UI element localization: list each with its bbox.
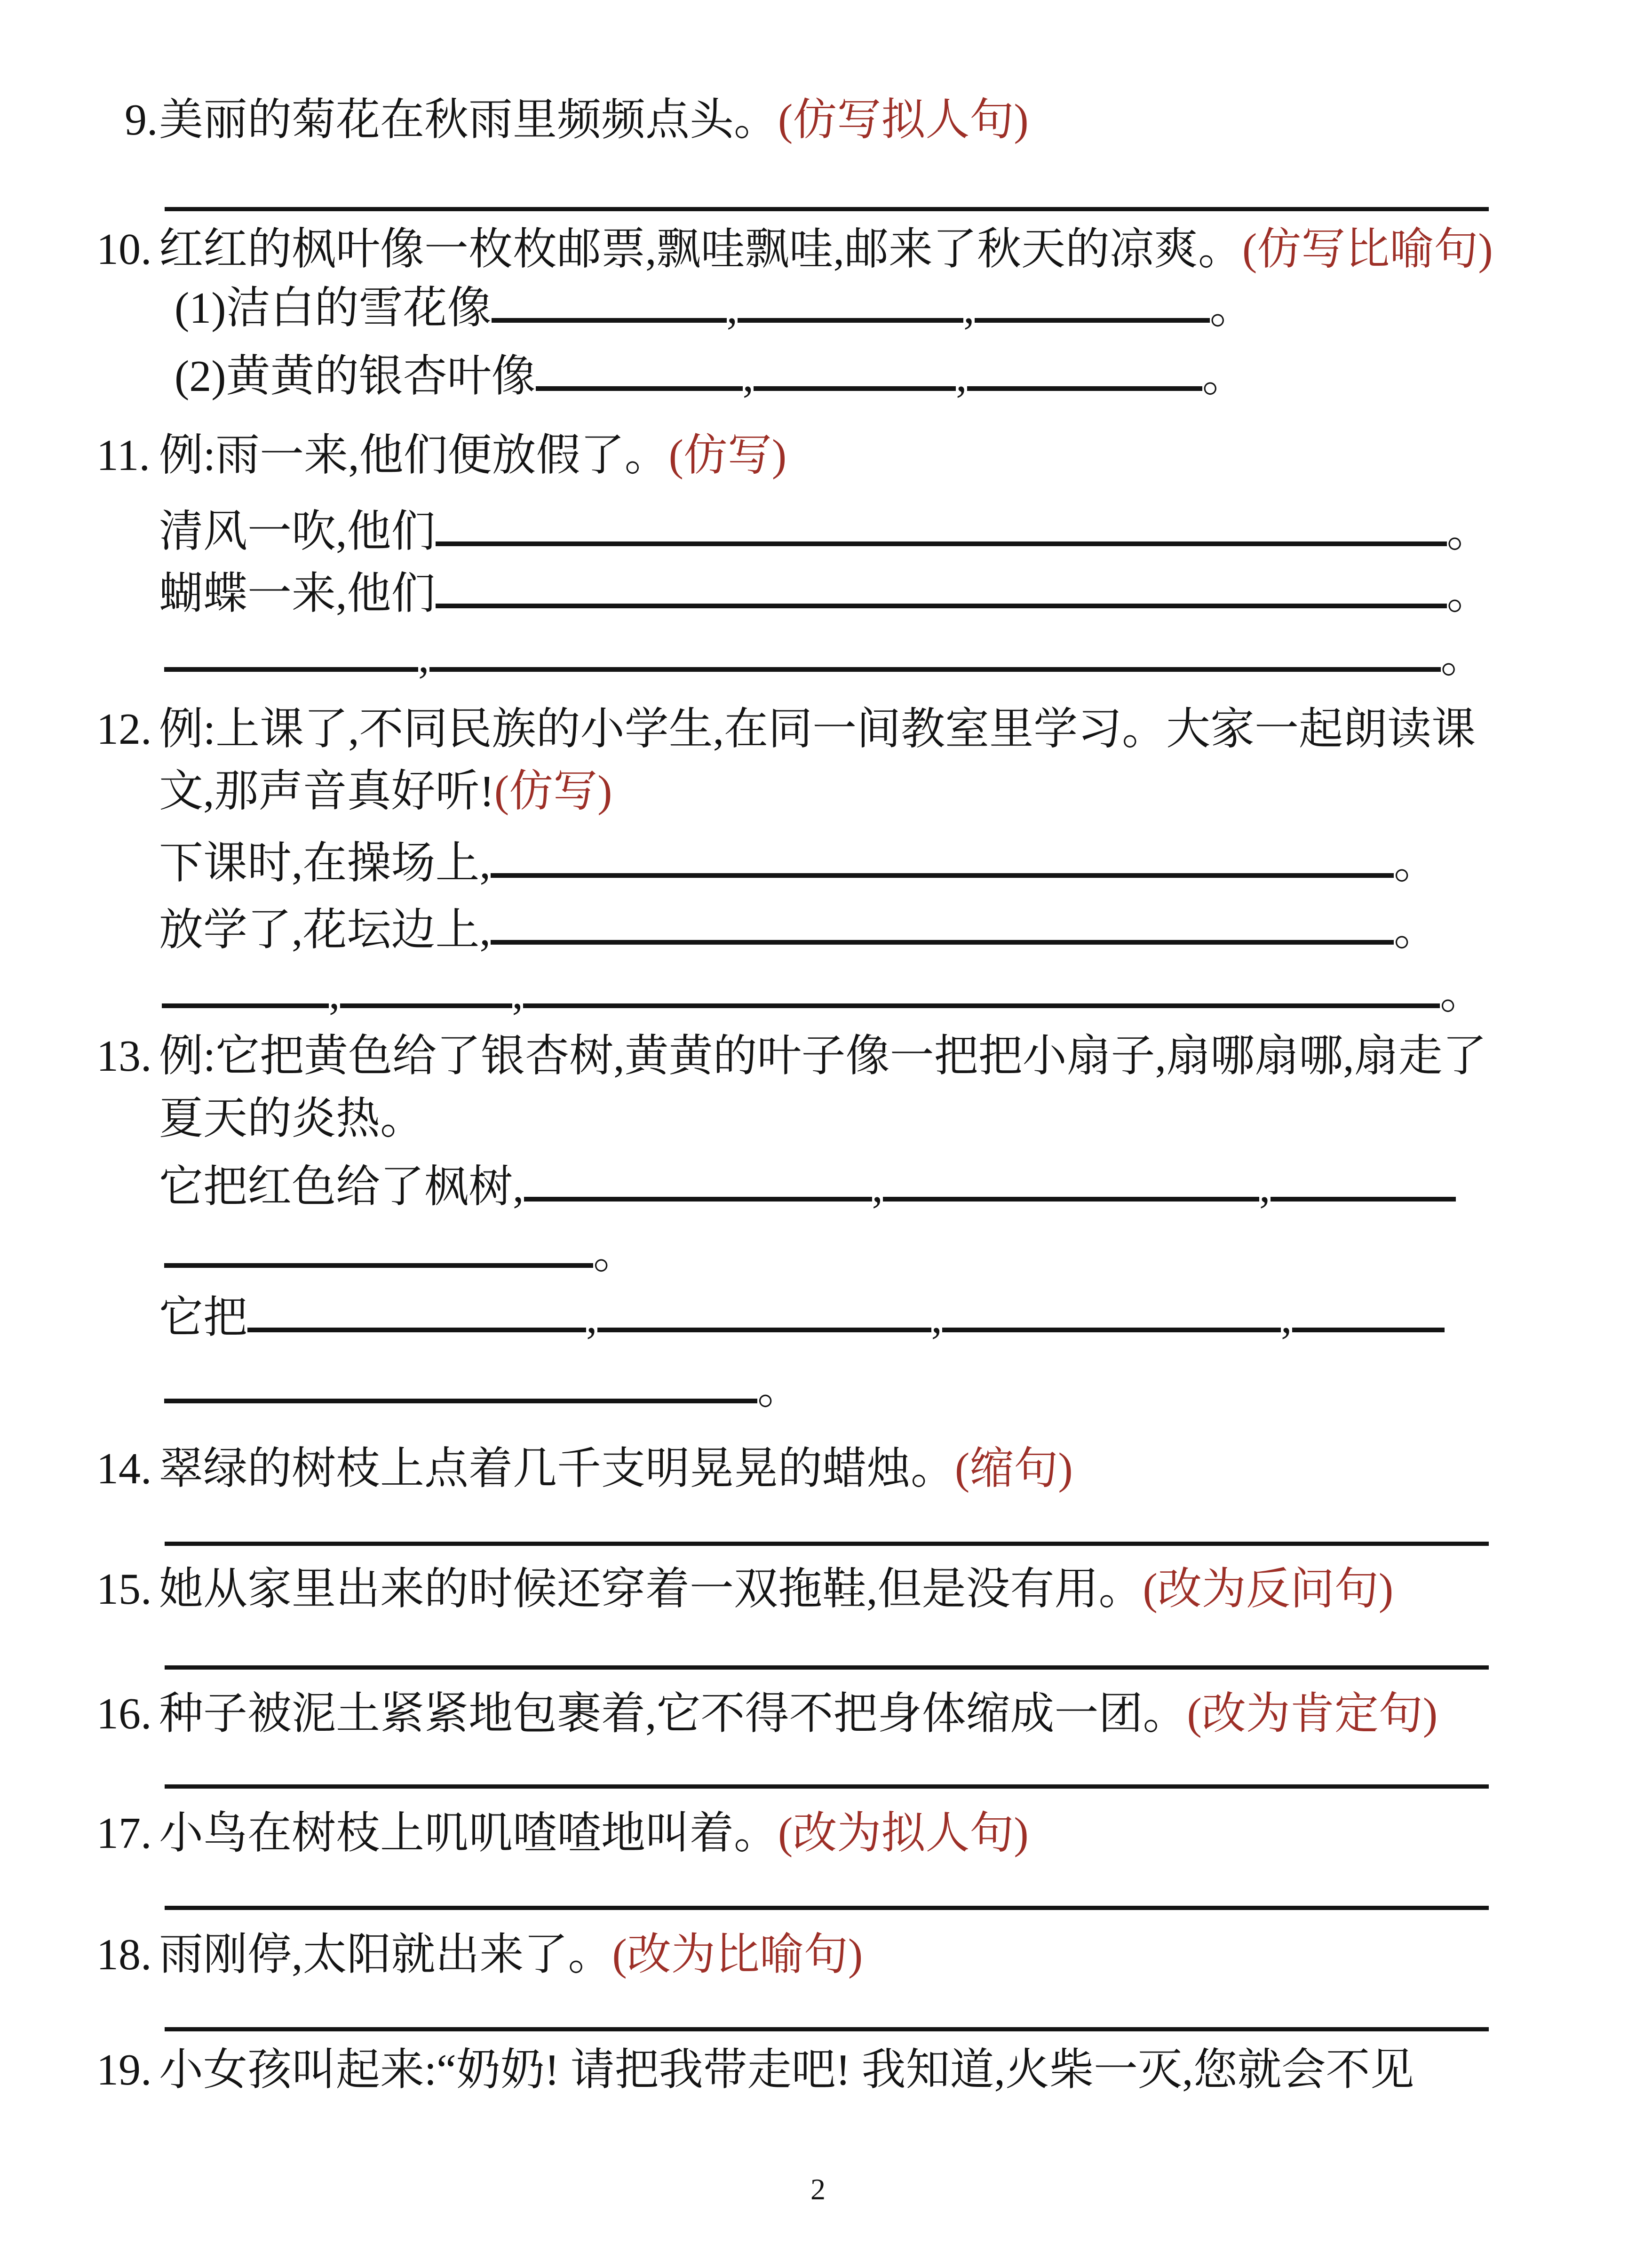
question-18: [96, 1924, 863, 1985]
comma: ,: [742, 352, 754, 401]
question-9: [125, 89, 1029, 151]
question-12: [96, 699, 1476, 760]
comma: ,: [956, 352, 967, 401]
question-10: [96, 219, 1493, 280]
question-18-number: 18.: [96, 1930, 152, 1979]
question-16-number: 16.: [96, 1689, 152, 1738]
answer-blank: [492, 318, 727, 323]
period: 。: [1394, 906, 1438, 955]
answer-blank: [942, 1328, 1281, 1332]
answer-blank: [754, 386, 956, 391]
question-15-note: (改为反问句): [1143, 1565, 1394, 1614]
comma: ,: [512, 969, 523, 1018]
question-11-line1-text: 清风一吹,他们: [159, 507, 436, 556]
comma: ,: [726, 284, 738, 333]
question-12-text2: 文,那声音真好听!: [159, 767, 494, 816]
question-10-sub1-text: (1)洁白的雪花像: [175, 284, 492, 333]
question-12-line2: [159, 761, 612, 822]
comma: ,: [931, 1293, 943, 1342]
question-10-note: (仿写比喻句): [1242, 225, 1493, 274]
answer-blank: [162, 1003, 329, 1008]
period: 。: [1202, 352, 1247, 401]
answer-blank: [1292, 1328, 1445, 1332]
question-11-line1: [159, 501, 1491, 562]
question-14-number: 14.: [96, 1444, 152, 1493]
answer-blank: [883, 1197, 1259, 1202]
period: 。: [1394, 839, 1438, 888]
question-16-text: 种子被泥土紧紧地包裹着,它不得不把身体缩成一团。: [159, 1689, 1187, 1738]
answer-blank: [429, 667, 1441, 672]
question-14-note: (缩句): [955, 1444, 1073, 1493]
question-12-line3: [159, 833, 1438, 894]
answer-line: [165, 2027, 1489, 2031]
comma: ,: [1259, 1162, 1271, 1211]
question-14-text: 翠绿的树枝上点着几千支明晃晃的蜡烛。: [159, 1444, 955, 1493]
answer-blank: [1271, 1197, 1456, 1202]
answer-line: [165, 1906, 1489, 1910]
answer-blank: [597, 1328, 931, 1332]
answer-blank: [523, 1003, 1440, 1008]
question-11-text: 例:雨一来,他们便放假了。: [159, 431, 669, 480]
question-11-note: (仿写): [668, 431, 787, 480]
answer-line: [165, 1665, 1489, 1670]
answer-blank: [536, 386, 743, 391]
question-13-line6: [164, 1358, 802, 1419]
question-12-number: 12.: [96, 705, 152, 754]
comma: ,: [1281, 1293, 1292, 1342]
question-13-line5: [159, 1287, 1445, 1348]
answer-blank: [340, 1003, 512, 1008]
question-15: [96, 1559, 1393, 1620]
period: 。: [1446, 507, 1491, 556]
period: 。: [757, 1364, 802, 1413]
question-16: [96, 1683, 1437, 1744]
question-11-number: 11.: [96, 431, 151, 480]
answer-blank: [491, 940, 1394, 945]
question-13-number: 13.: [96, 1032, 152, 1081]
question-10-sub1: [175, 278, 1254, 339]
comma: ,: [418, 633, 429, 682]
period: 。: [1209, 284, 1254, 333]
question-15-text: 她从家里出来的时候还穿着一双拖鞋,但是没有用。: [159, 1565, 1143, 1614]
question-11-line2-text: 蝴蝶一来,他们: [159, 569, 436, 618]
question-13: [96, 1026, 1487, 1087]
answer-blank: [436, 541, 1447, 546]
answer-blank: [164, 1263, 593, 1268]
answer-blank: [436, 604, 1447, 608]
question-14: [96, 1438, 1073, 1499]
answer-blank: [491, 873, 1394, 878]
question-18-text: 雨刚停,太阳就出来了。: [159, 1930, 612, 1979]
question-12-text: 例:上课了,不同民族的小学生,在同一间教室里学习。大家一起朗读课: [159, 705, 1476, 754]
question-13-line2: [159, 1088, 424, 1149]
answer-line: [165, 207, 1489, 211]
question-16-note: (改为肯定句): [1187, 1689, 1438, 1738]
answer-blank: [247, 1328, 586, 1332]
comma: ,: [963, 284, 975, 333]
question-13-text: 例:它把黄色给了银杏树,黄黄的叶子像一把把小扇子,扇哪扇哪,扇走了: [159, 1032, 1487, 1081]
answer-blank: [967, 386, 1202, 391]
answer-line: [165, 1784, 1489, 1789]
question-10-number: 10.: [96, 225, 152, 274]
question-9-number: 9.: [125, 95, 158, 144]
answer-blank: [738, 318, 963, 323]
question-19: [96, 2039, 1414, 2101]
question-10-sub2: [175, 346, 1247, 407]
period: 。: [1440, 969, 1485, 1018]
question-13-line3-text: 它把红色给了枫树,: [159, 1162, 524, 1211]
question-12-line4-text: 放学了,花坛边上,: [159, 906, 491, 955]
question-12-line5: [162, 963, 1484, 1024]
question-10-text: 红红的枫叶像一枚枚邮票,飘哇飘哇,邮来了秋天的凉爽。: [159, 225, 1243, 274]
question-17: [96, 1803, 1029, 1864]
question-10-sub2-text: (2)黄黄的银杏叶像: [175, 352, 536, 401]
question-13-text2: 夏天的炎热。: [159, 1094, 425, 1143]
period: 。: [1440, 633, 1485, 682]
answer-blank: [164, 1399, 757, 1403]
answer-blank: [524, 1197, 872, 1202]
question-9-note: (仿写拟人句): [778, 95, 1029, 144]
question-17-number: 17.: [96, 1809, 152, 1858]
question-19-text: 小女孩叫起来:“奶奶! 请把我带走吧! 我知道,火柴一灭,您就会不见: [159, 2045, 1414, 2094]
question-17-text: 小鸟在树枝上叽叽喳喳地叫着。: [159, 1809, 778, 1858]
question-9-text: 美丽的菊花在秋雨里频频点头。: [159, 95, 778, 144]
comma: ,: [586, 1293, 597, 1342]
question-12-line4: [159, 899, 1438, 961]
question-11: [96, 425, 786, 486]
question-15-number: 15.: [96, 1565, 152, 1614]
question-13-line4: [164, 1223, 637, 1284]
answer-line: [165, 1542, 1489, 1546]
period: 。: [593, 1229, 638, 1278]
question-12-note: (仿写): [494, 767, 612, 816]
question-13-line3: [159, 1156, 1456, 1218]
question-11-line3: [164, 627, 1485, 688]
comma: ,: [329, 969, 340, 1018]
question-11-line2: [159, 563, 1491, 624]
question-19-number: 19.: [96, 2045, 152, 2094]
page-number: 2: [810, 2173, 826, 2206]
question-18-note: (改为比喻句): [612, 1930, 863, 1979]
answer-blank: [164, 667, 418, 672]
question-17-note: (改为拟人句): [778, 1809, 1029, 1858]
comma: ,: [872, 1162, 883, 1211]
answer-blank: [975, 318, 1210, 323]
period: 。: [1446, 569, 1491, 618]
question-12-line3-text: 下课时,在操场上,: [159, 839, 491, 888]
question-13-line5-text: 它把: [159, 1293, 248, 1342]
